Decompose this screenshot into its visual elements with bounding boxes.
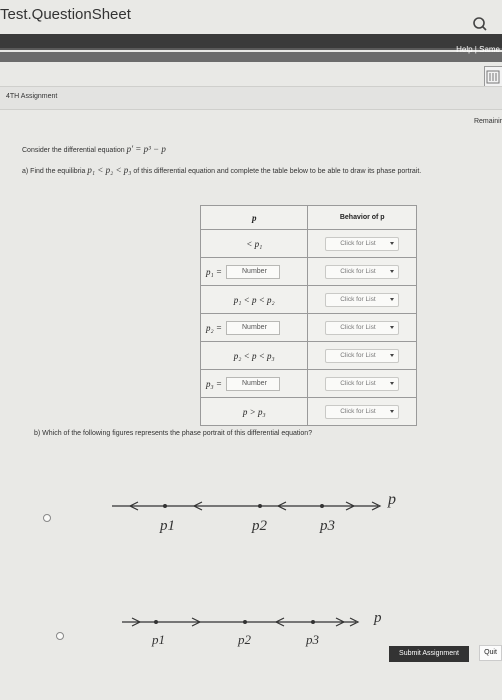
table-row: p₁ = Number Click for List	[201, 258, 417, 286]
secondary-bar	[0, 52, 502, 62]
header-behavior: Behavior of p	[308, 206, 417, 230]
label-p3: p3	[320, 518, 335, 534]
chevron-down-icon	[390, 326, 394, 329]
question-prompt: Consider the differential equation p′ = p³ − p	[22, 144, 166, 154]
table-row: p₂ < p < p₃ Click for List	[201, 342, 417, 370]
p1-input[interactable]: Number	[226, 265, 280, 279]
submit-assignment-button[interactable]: Submit Assignment	[389, 646, 469, 662]
table-row: p₂ = Number Click for List	[201, 314, 417, 342]
chevron-down-icon	[390, 410, 394, 413]
label-p2: p2	[238, 632, 251, 647]
equation: p′ = p³ − p	[126, 144, 166, 154]
behavior-select[interactable]: Click for List	[325, 265, 399, 279]
behavior-select[interactable]: Click for List	[325, 293, 399, 307]
behavior-select[interactable]: Click for List	[325, 321, 399, 335]
table-row: p₁ < p < p₂ Click for List	[201, 286, 417, 314]
assignment-bar	[0, 86, 502, 110]
behavior-select[interactable]: Click for List	[325, 377, 399, 391]
p2-input[interactable]: Number	[226, 321, 280, 335]
behavior-select[interactable]: Click for List	[325, 237, 399, 251]
top-bar	[0, 34, 502, 50]
chevron-down-icon	[390, 298, 394, 301]
help-link[interactable]: Help | Same	[456, 45, 500, 54]
axis-label: p	[374, 610, 382, 626]
phase-portrait-option-2[interactable]	[118, 608, 408, 652]
search-icon[interactable]	[472, 16, 488, 32]
part-a-text: a) Find the equilibria p₁ < p₂ < p₃ of this differential equation and complete the table below to be able to draw its phase portrait.	[22, 165, 422, 175]
part-b-text: b) Which of the following figures represents the phase portrait of this differential equation?	[34, 430, 313, 437]
option-1-radio[interactable]	[43, 514, 51, 522]
axis-label: p	[388, 491, 396, 508]
label-p2: p2	[252, 518, 267, 534]
chevron-down-icon	[390, 382, 394, 385]
header-p: p	[201, 206, 308, 230]
behavior-table	[200, 205, 417, 426]
calculator-icon[interactable]	[484, 66, 502, 88]
table-row: p₃ = Number Click for List	[201, 370, 417, 398]
quit-button[interactable]: Quit	[479, 645, 502, 661]
chevron-down-icon	[390, 270, 394, 273]
behavior-select[interactable]: Click for List	[325, 405, 399, 419]
label-p3: p3	[306, 632, 319, 647]
p3-input[interactable]: Number	[226, 377, 280, 391]
phase-portrait-option-1[interactable]	[108, 490, 408, 540]
chevron-down-icon	[390, 354, 394, 357]
remaining-label: Remainir	[473, 118, 502, 125]
label-p1: p1	[152, 632, 165, 647]
option-2-radio[interactable]	[56, 632, 64, 640]
behavior-select[interactable]: Click for List	[325, 349, 399, 363]
label-p1: p1	[160, 518, 175, 534]
chevron-down-icon	[390, 242, 394, 245]
table-row: p > p₃ Click for List	[201, 398, 417, 426]
app-title: Test.QuestionSheet	[0, 6, 131, 23]
assignment-title: 4TH Assignment	[6, 93, 58, 100]
table-row: < p₁ Click for List	[201, 230, 417, 258]
